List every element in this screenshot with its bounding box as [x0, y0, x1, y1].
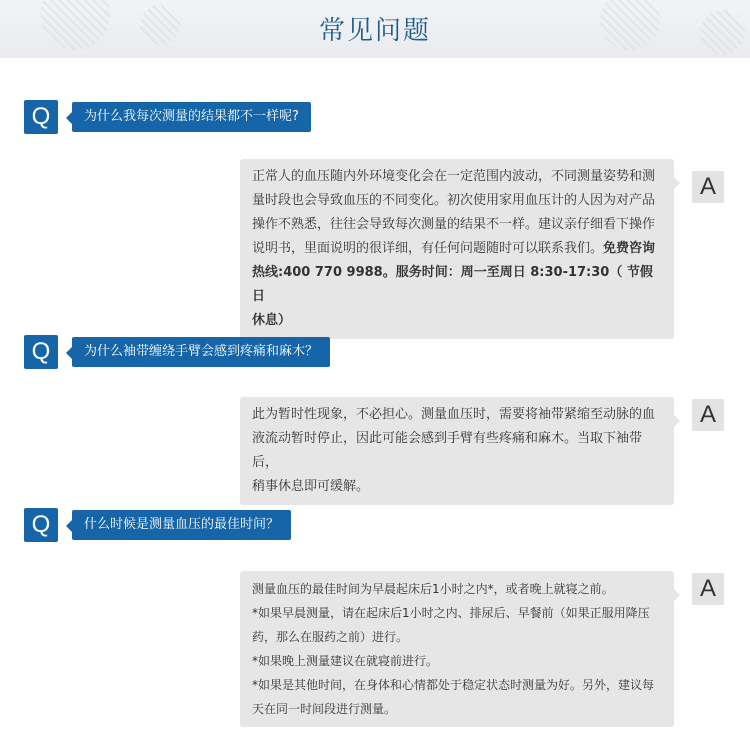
answer-line: *如果是其他时间，在身体和心情都处于稳定状态时测量为好。另外，建议每: [252, 678, 655, 692]
page-title: 常见问题: [318, 16, 431, 46]
answer-icon: A: [692, 573, 724, 605]
answer-3: [240, 571, 674, 727]
answer-icon: A: [692, 171, 724, 203]
answer-line: 测量血压的最佳时间为早晨起床后1小时之内*，或者晚上就寝之前。: [252, 582, 614, 596]
answer-line: *如果早晨测量，请在起床后1小时之内、排尿后、早餐前（如果正服用降压: [252, 606, 650, 620]
answer-line: 液流动暂时停止，因此可能会感到手臂有些疼痛和麻木。当取下袖带后，: [252, 431, 643, 470]
answer-line: 正常人的血压随内外环境变化会在一定范围内波动，不同测量姿势和测: [252, 169, 656, 184]
answer-line: [252, 237, 662, 261]
hotline-text: 热线:400 770 9988。服务时间：周一至周日 8:30-17:30（ 节假日: [252, 265, 653, 304]
answer-line: *如果晚上测量建议在就寝前进行。: [252, 654, 439, 668]
answer-text: 说明书，里面说明的很详细，有任何问题随时可以联系我们。: [252, 241, 604, 256]
answer-2: [240, 397, 674, 505]
answer-line: 天在同一时间段进行测量。: [252, 702, 397, 716]
hotline-note: 休息）: [252, 313, 292, 328]
question-icon: Q: [24, 508, 58, 542]
hotline-label: 免费咨询: [603, 241, 656, 256]
answer-line: 此为暂时性现象，不必担心。测量血压时，需要将袖带紧缩至动脉的血: [252, 407, 656, 422]
answer-icon: A: [692, 399, 724, 431]
question-icon: Q: [24, 335, 58, 369]
answer-line: 操作不熟悉，往往会导致每次测量的结果不一样。建议亲仔细看下操作: [252, 217, 656, 232]
question-2[interactable]: 为什么袖带缠绕手臂会感到疼痛和麻木？: [72, 337, 330, 367]
question-1[interactable]: 为什么我每次测量的结果都不一样呢?: [72, 102, 311, 132]
question-3[interactable]: 什么时候是测量血压的最佳时间？: [72, 510, 291, 540]
page-header: [0, 0, 750, 58]
answer-line: 量时段也会导致血压的不同变化。初次使用家用血压计的人因为对产品: [252, 193, 656, 208]
answer-1: [240, 159, 674, 339]
answer-line: 药，那么在服药之前）进行。: [252, 630, 409, 644]
question-icon: Q: [24, 100, 58, 134]
answer-line: 稍事休息即可缓解。: [252, 479, 370, 494]
